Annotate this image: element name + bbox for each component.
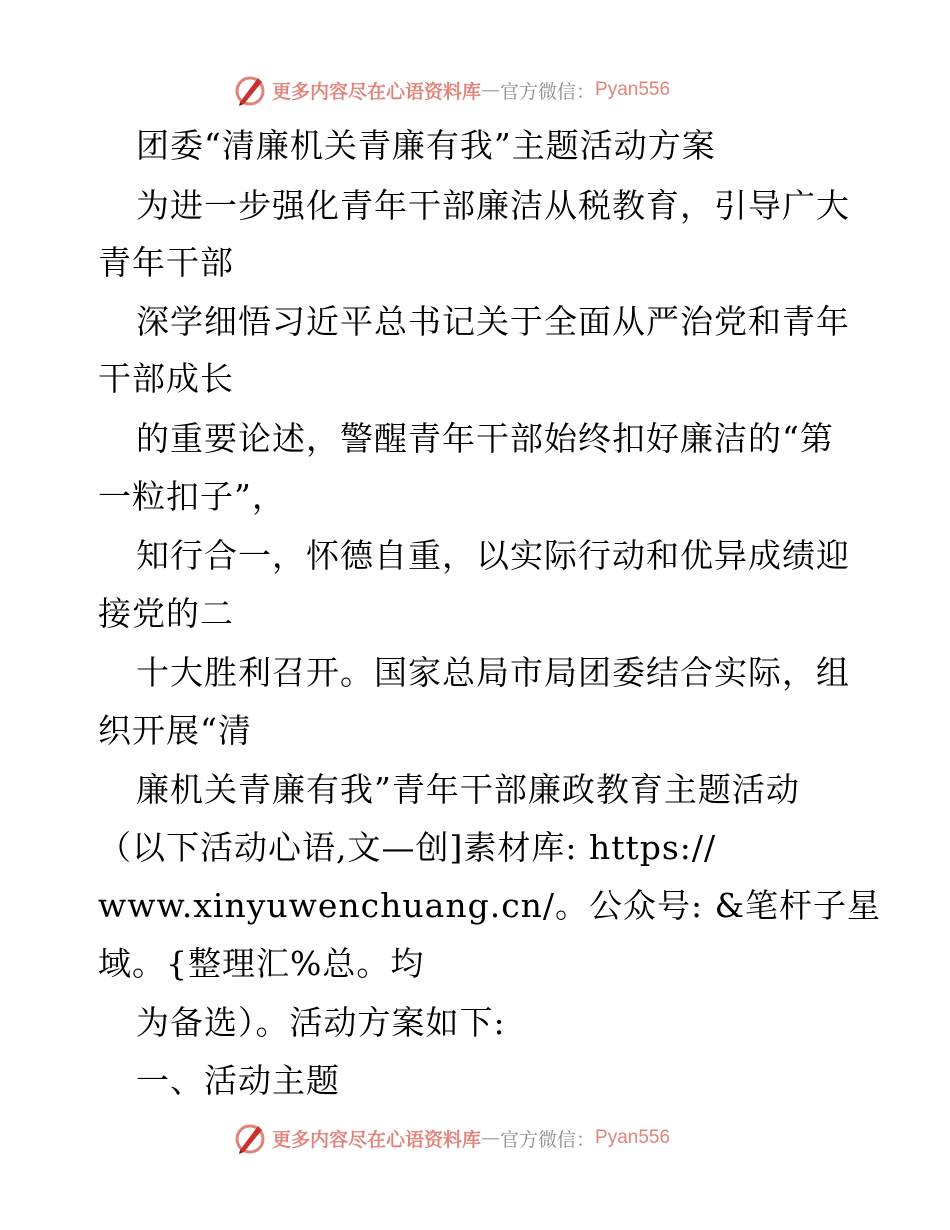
paragraph-line: 接党的二 bbox=[98, 594, 234, 633]
paragraph-line: 为进一步强化青年干部廉洁从税教育，引导广大 bbox=[136, 186, 850, 225]
banner-wechat-label: 官方微信： bbox=[500, 80, 596, 103]
paragraph-line: 的重要论述，警醒青年干部始终扣好廉洁的“第 bbox=[136, 419, 834, 458]
paragraph-line: 青年干部 bbox=[98, 243, 234, 282]
paragraph-line: 为备选）。活动方案如下: bbox=[136, 1003, 506, 1042]
banner-dash: — bbox=[481, 79, 501, 101]
paragraph-line: 知行合一，怀德自重，以实际行动和优异成绩迎 bbox=[136, 536, 850, 575]
banner-wechat-id: Pyan556 bbox=[595, 1127, 671, 1148]
banner-dash: — bbox=[481, 1127, 501, 1149]
banner-title: 更多内容尽在心语资料库 bbox=[272, 1128, 482, 1151]
section-heading: 一、活动主题 bbox=[136, 1061, 340, 1100]
header-banner bbox=[232, 70, 670, 110]
paragraph-line: 十大胜利召开。国家总局市局团委结合实际，组 bbox=[136, 653, 850, 692]
banner-wechat-label: 官方微信： bbox=[500, 1128, 596, 1151]
paragraph-line: 干部成长 bbox=[98, 359, 234, 398]
paragraph-line: www.xinyuwenchuang.cn/。公众号: &笔杆子星 bbox=[98, 886, 882, 925]
banner-title: 更多内容尽在心语资料库 bbox=[272, 80, 482, 103]
banner-wechat-id: Pyan556 bbox=[595, 79, 671, 100]
footer-banner bbox=[232, 1118, 670, 1158]
paragraph-line: （以下活动心语,文—创]素材库: https:// bbox=[98, 828, 717, 867]
paragraph-line: 域。{整理汇%总。均 bbox=[98, 944, 425, 983]
pen-logo-icon bbox=[232, 1120, 268, 1156]
pen-logo-icon bbox=[232, 72, 268, 108]
document-title: 团委“清廉机关青廉有我”主题活动方案 bbox=[136, 126, 716, 165]
paragraph-line: 一粒扣子”， bbox=[98, 477, 286, 516]
paragraph-line: 廉机关青廉有我”青年干部廉政教育主题活动 bbox=[136, 770, 800, 809]
paragraph-line: 深学细悟习近平总书记关于全面从严治党和青年 bbox=[136, 302, 850, 341]
paragraph-line: 织开展“清 bbox=[98, 711, 252, 750]
